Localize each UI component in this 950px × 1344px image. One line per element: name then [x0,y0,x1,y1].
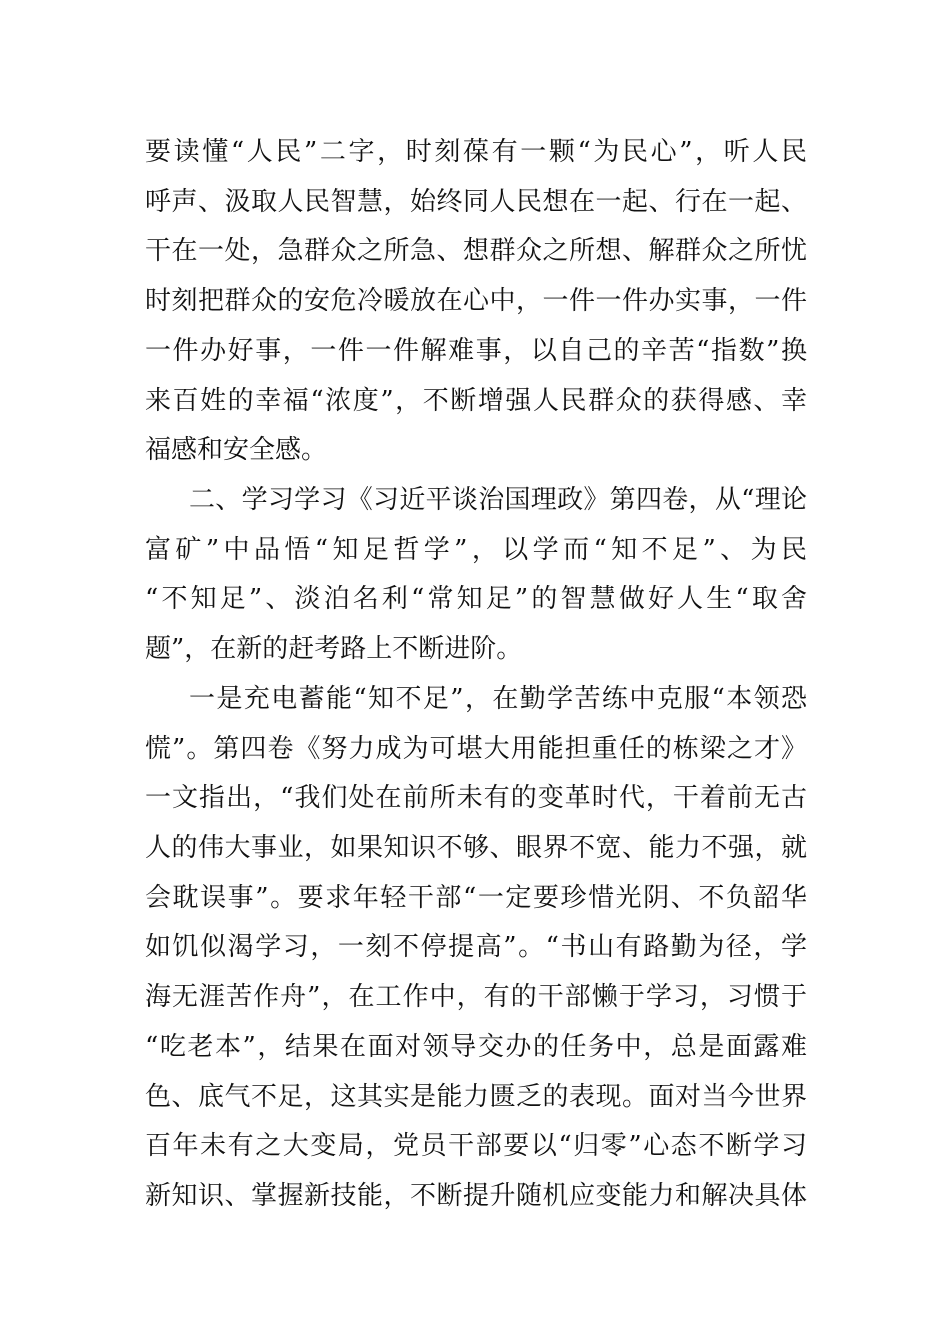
paragraph-3-line-5: 会耽误事”。要求年轻干部“一定要珍惜光阴、不负韶华 [145,883,807,913]
paragraph-2-line-4: 题”，在新的赶考路上不断进阶。 [145,634,523,664]
paragraph-3-line-9: 色、底气不足，这其实是能力匮乏的表现。面对当今世界 [145,1082,807,1112]
paragraph-1-line-1: 要读懂“人民”二字，时刻葆有一颗“为民心”，听人民 [145,137,807,167]
paragraph-3-line-7: 海无涯苦作舟”，在工作中，有的干部懒于学习，习惯于 [145,982,807,1012]
paragraph-2-line-2: 富矿”中品悟“知足哲学”，以学而“知不足”、为民 [145,535,807,565]
paragraph-2-line-1: 二、学习学习《习近平谈治国理政》第四卷，从“理论 [189,485,807,515]
paragraph-3-line-8: “吃老本”，结果在面对领导交办的任务中，总是面露难 [145,1032,807,1062]
paragraph-1-line-3: 干在一处，急群众之所急、想群众之所想、解群众之所忧 [145,236,807,266]
paragraph-3-line-4: 人的伟大事业，如果知识不够、眼界不宽、能力不强，就 [145,833,807,863]
paragraph-3-line-1: 一是充电蓄能“知不足”，在勤学苦练中克服“本领恐 [189,684,807,714]
paragraph-3-line-6: 如饥似渴学习，一刻不停提高”。“书山有路勤为径，学 [145,932,807,962]
paragraph-1-line-2: 呼声、汲取人民智慧，始终同人民想在一起、行在一起、 [145,187,807,217]
paragraph-1-line-6: 来百姓的幸福“浓度”，不断增强人民群众的获得感、幸 [145,386,807,416]
paragraph-3-line-11: 新知识、掌握新技能，不断提升随机应变能力和解决具体 [145,1181,807,1211]
paragraph-3-line-2: 慌”。第四卷《努力成为可堪大用能担重任的栋梁之才》 [145,734,807,764]
paragraph-3-line-10: 百年未有之大变局，党员干部要以“归零”心态不断学习 [145,1131,807,1161]
paragraph-1-line-4: 时刻把群众的安危冷暖放在心中，一件一件办实事，一件 [145,286,807,316]
paragraph-3-line-3: 一文指出，“我们处在前所未有的变革时代，干着前无古 [145,783,807,813]
paragraph-2-line-3: “不知足”、淡泊名利“常知足”的智慧做好人生“取舍 [145,584,807,614]
paragraph-1-line-7: 福感和安全感。 [145,435,328,465]
paragraph-1-line-5: 一件办好事，一件一件解难事，以自己的辛苦“指数”换 [145,336,807,366]
